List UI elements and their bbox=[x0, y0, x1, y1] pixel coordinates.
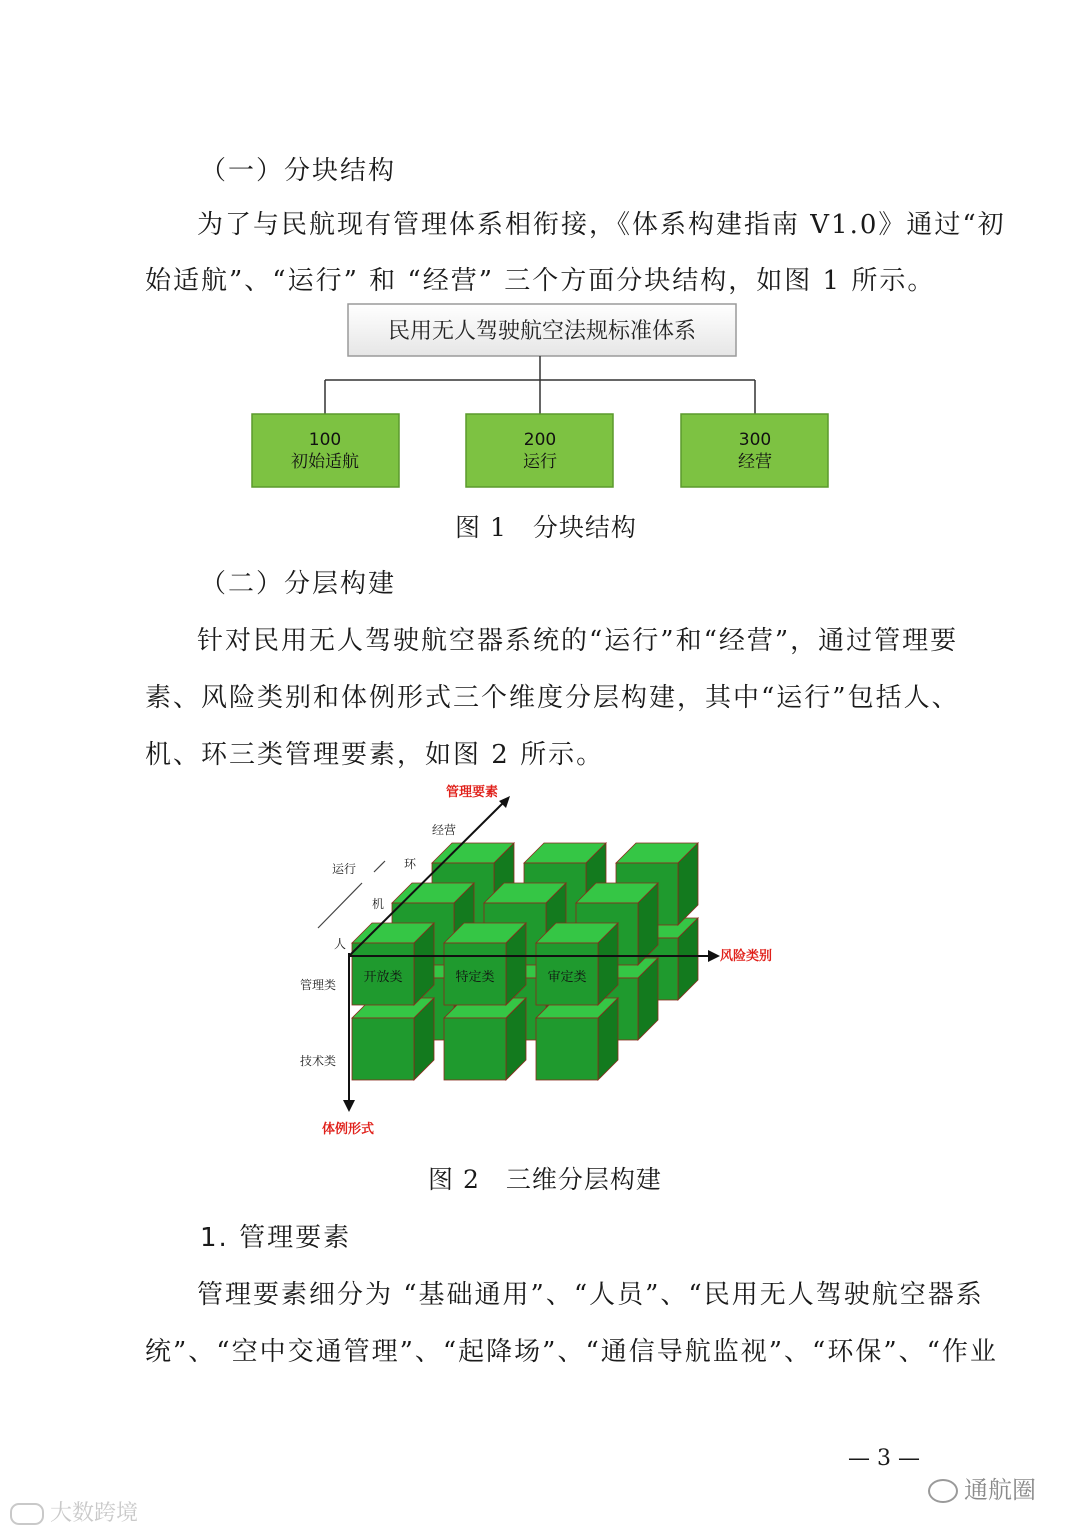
watermark-right bbox=[928, 1470, 1036, 1505]
front-cube-label: 开放类 bbox=[363, 970, 403, 985]
row-label: 管理类 bbox=[300, 978, 337, 992]
bracket-line bbox=[374, 861, 385, 872]
category-code: 300 bbox=[738, 430, 772, 450]
watermark-right-text: 通航圈 bbox=[964, 1476, 1036, 1504]
category-label: 初始适航 bbox=[291, 452, 359, 472]
section-heading-2: （二）分层构建 bbox=[200, 569, 397, 599]
category-label: 经营 bbox=[738, 452, 772, 472]
cube bbox=[444, 998, 526, 1080]
arrow-head bbox=[343, 1100, 355, 1112]
three-dimensional-layer-diagram bbox=[280, 778, 800, 1148]
paragraph-line: 管理要素细分为 “基础通用”、“人员”、“民用无人驾驶航空器系 bbox=[197, 1280, 984, 1310]
category-label: 运行 bbox=[523, 452, 557, 472]
figure-2-caption: 图 2 三维分层构建 bbox=[428, 1165, 662, 1194]
front-cube-label: 审定类 bbox=[547, 970, 587, 985]
cube bbox=[352, 998, 434, 1080]
axis-label-management-elements: 管理要素 bbox=[446, 785, 499, 800]
paragraph-line: 素、风险类别和体例形式三个维度分层构建，其中“运行”包括人、 bbox=[145, 683, 960, 713]
block-structure-diagram bbox=[240, 300, 840, 495]
root-box-label: 民用无人驾驶航空法规标准体系 bbox=[387, 319, 697, 344]
category-box-operation bbox=[466, 414, 613, 487]
cube bbox=[536, 923, 618, 1005]
axis-label-risk-category: 风险类别 bbox=[720, 949, 773, 964]
paragraph-line: 为了与民航现有管理体系相衔接，《体系构建指南 V1.0》通过“初 bbox=[197, 210, 1006, 240]
row-label: 技术类 bbox=[300, 1054, 337, 1068]
wechat-icon bbox=[928, 1479, 958, 1503]
category-code: 100 bbox=[308, 430, 342, 450]
front-cube-label: 特定类 bbox=[455, 970, 495, 985]
section-heading-1: （一）分块结构 bbox=[200, 156, 397, 186]
watermark-left-text: 大数跨境 bbox=[50, 1501, 139, 1526]
bracket-line bbox=[318, 883, 362, 928]
cube bbox=[352, 923, 434, 1005]
cube bbox=[444, 923, 526, 1005]
depth-label: 机 bbox=[372, 897, 385, 911]
page-number: — 3 — bbox=[848, 1446, 920, 1471]
depth-label: 经营 bbox=[432, 823, 457, 837]
section-heading-3: 1. 管理要素 bbox=[200, 1223, 352, 1253]
watermark-left bbox=[10, 1496, 138, 1527]
paragraph-line: 机、环三类管理要素，如图 2 所示。 bbox=[145, 740, 605, 770]
figure-1-caption: 图 1 分块结构 bbox=[455, 513, 637, 542]
logo-icon bbox=[10, 1503, 44, 1525]
category-box-initial-airworthiness bbox=[252, 414, 399, 487]
axis-label-format: 体例形式 bbox=[322, 1122, 375, 1137]
paragraph-line: 针对民用无人驾驶航空器系统的“运行”和“经营”，通过管理要 bbox=[197, 626, 959, 656]
paragraph-line: 始适航”、“运行” 和 “经营” 三个方面分块结构，如图 1 所示。 bbox=[145, 266, 936, 296]
cube bbox=[536, 998, 618, 1080]
depth-label: 运行 bbox=[332, 862, 357, 876]
depth-label: 人 bbox=[334, 937, 347, 951]
category-box-business bbox=[681, 414, 828, 487]
depth-label: 环 bbox=[404, 857, 417, 871]
paragraph-line: 统”、“空中交通管理”、“起降场”、“通信导航监视”、“环保”、“作业 bbox=[145, 1337, 998, 1367]
arrow-head bbox=[708, 950, 720, 962]
category-code: 200 bbox=[523, 430, 557, 450]
